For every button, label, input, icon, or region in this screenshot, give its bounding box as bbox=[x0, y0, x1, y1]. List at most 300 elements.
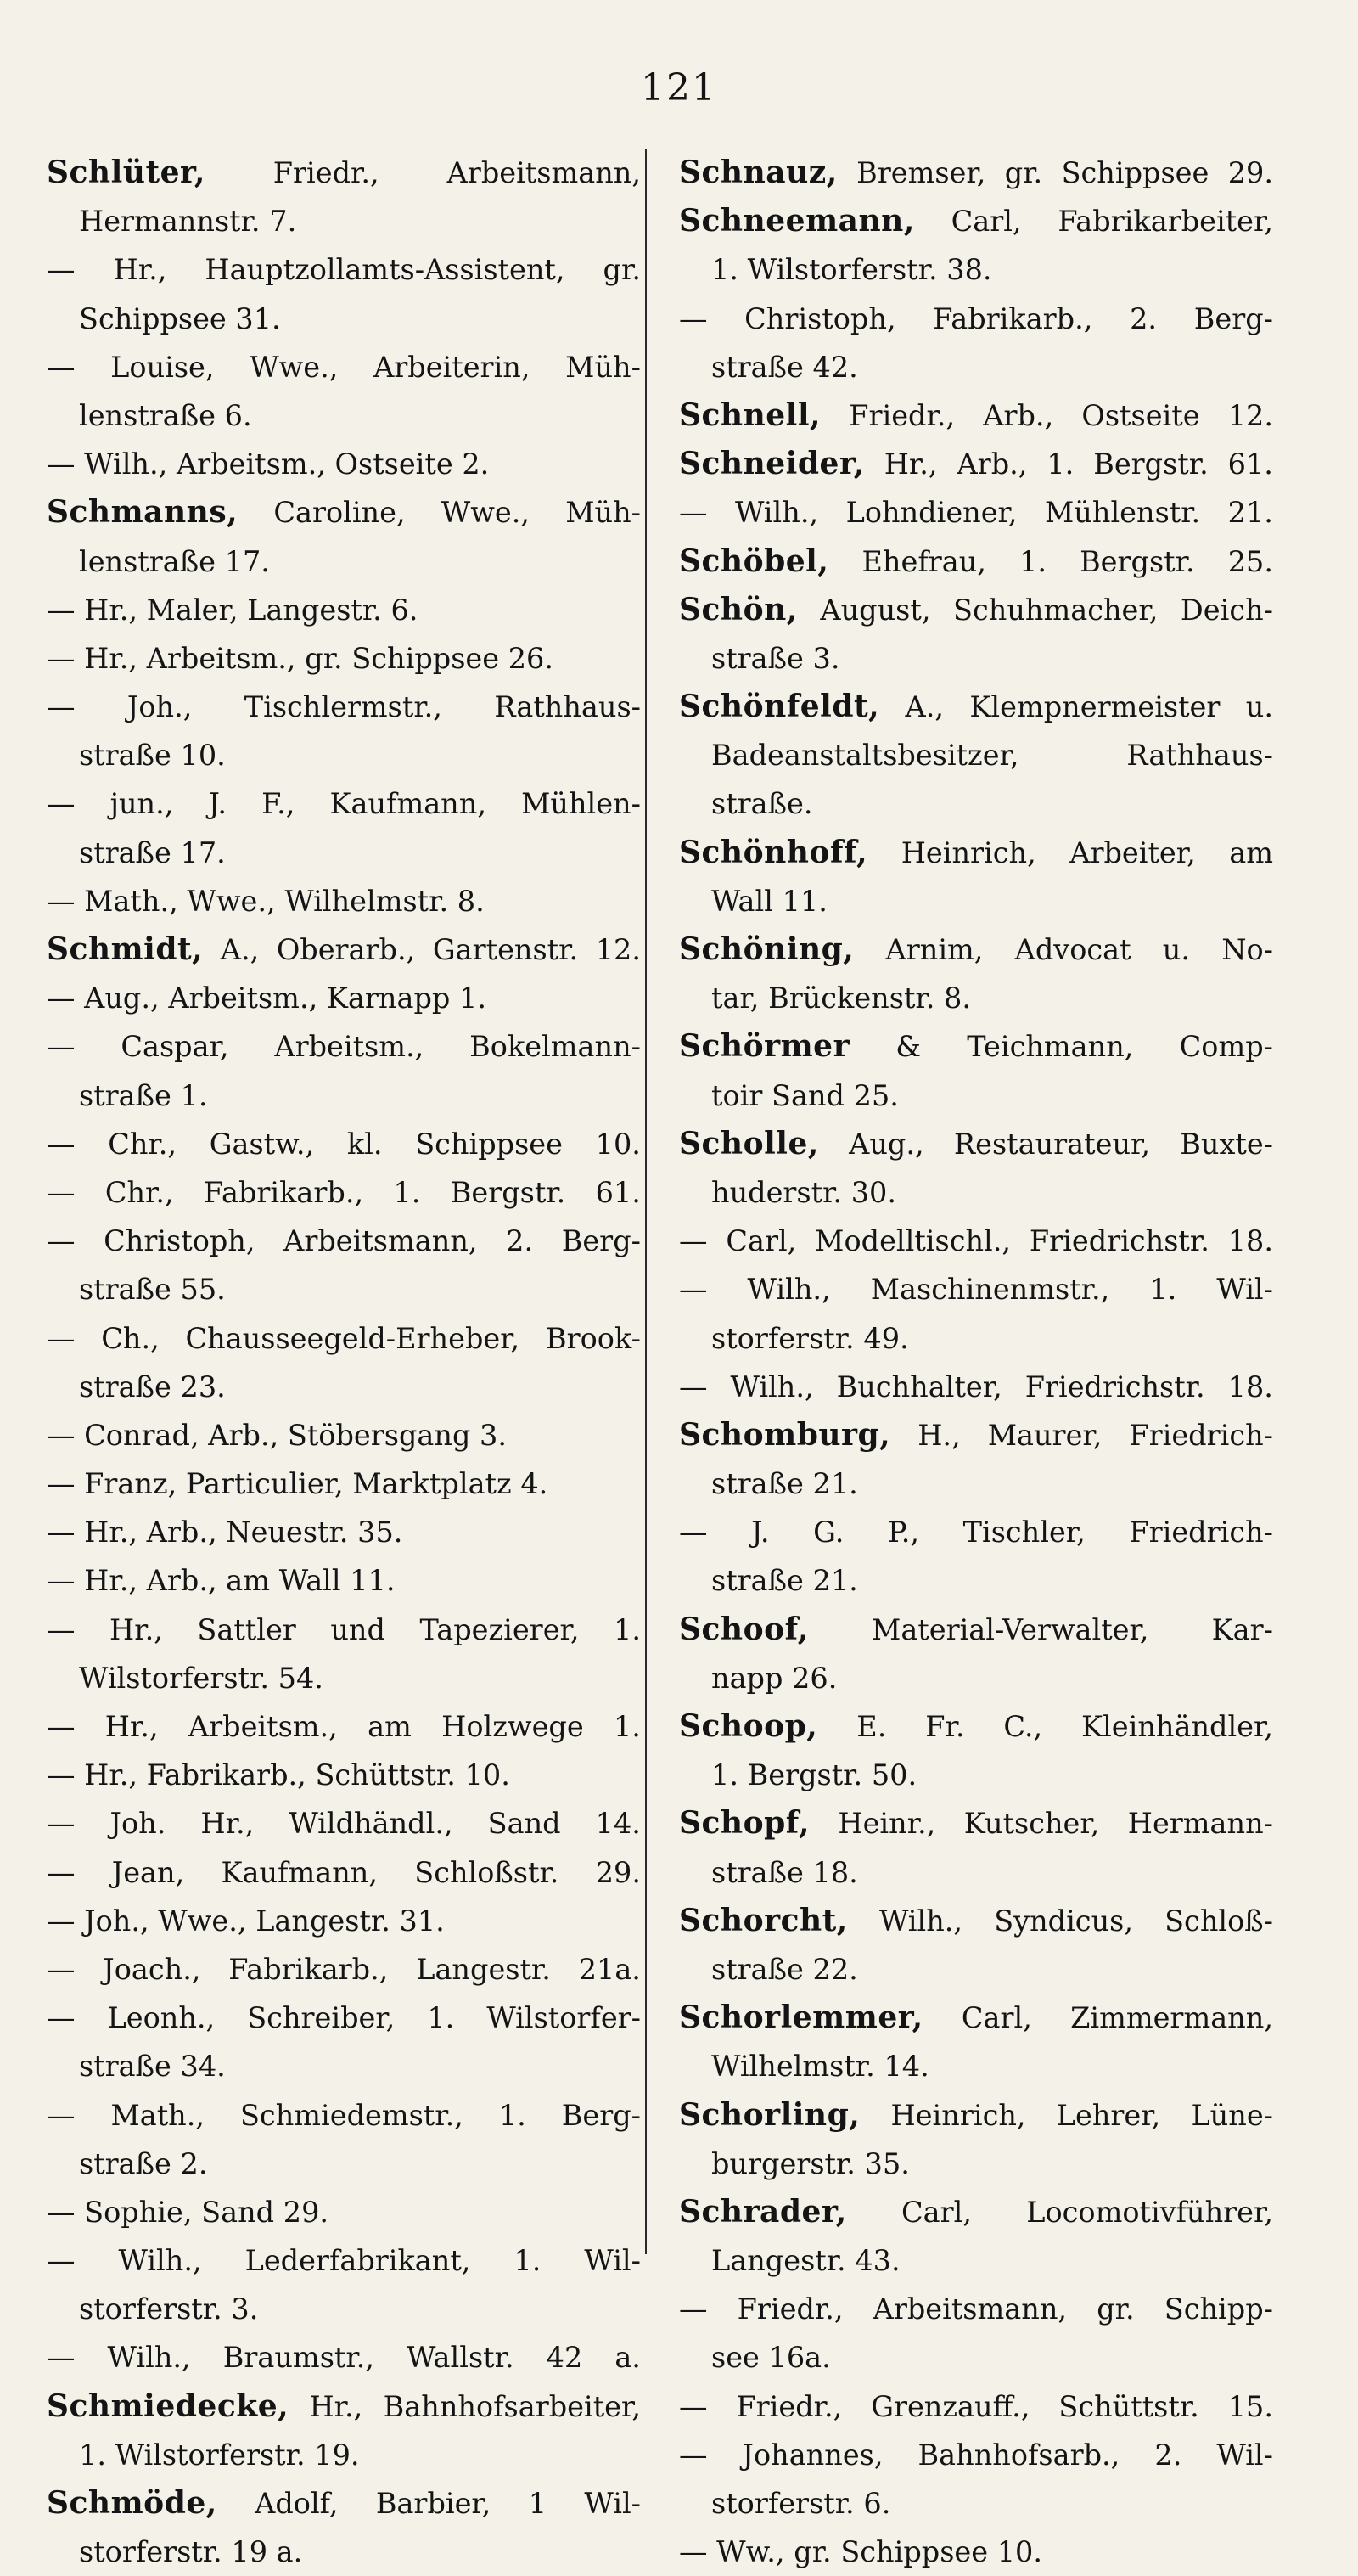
entry-word: 12. bbox=[595, 933, 641, 966]
directory-line bbox=[679, 1606, 1273, 1654]
entry-word: 35. bbox=[357, 1516, 403, 1550]
entry-word: — bbox=[679, 301, 708, 335]
entry-word: gr. bbox=[603, 253, 641, 287]
directory-line bbox=[47, 683, 641, 731]
directory-line bbox=[47, 343, 641, 391]
entry-word: am bbox=[1229, 835, 1273, 869]
entry-word: Tapezierer, bbox=[419, 1612, 580, 1646]
entry-word: Kar- bbox=[1211, 1612, 1273, 1646]
entry-word: 2. bbox=[462, 447, 490, 481]
entry-word: — bbox=[47, 2098, 76, 2132]
entry-word: 1 bbox=[528, 2487, 547, 2520]
entry-word: — bbox=[47, 1855, 76, 1889]
entry-word: Jean, bbox=[111, 1855, 185, 1889]
directory-line bbox=[47, 2140, 641, 2188]
entry-word: straße bbox=[711, 1855, 804, 1889]
entry-word: Arb., bbox=[208, 1418, 279, 1452]
directory-line bbox=[47, 2188, 641, 2236]
entry-surname: Schmidt, bbox=[47, 931, 204, 967]
entry-word: straße. bbox=[711, 787, 813, 821]
entry-word: 38. bbox=[946, 253, 992, 287]
entry-surname: Schopf, bbox=[679, 1805, 811, 1842]
entry-word: straße bbox=[711, 1467, 804, 1501]
entry-word: — bbox=[679, 2292, 708, 2326]
directory-line bbox=[679, 829, 1273, 877]
entry-word: Wallstr. bbox=[407, 2341, 514, 2375]
entry-word: 14. bbox=[884, 2050, 929, 2084]
entry-word: Arbeiter, bbox=[1069, 835, 1196, 869]
entry-word: 22. bbox=[812, 1952, 858, 1986]
entry-word: 3. bbox=[231, 2292, 259, 2326]
entry-word: 8. bbox=[457, 884, 485, 918]
entry-word: 26. bbox=[792, 1661, 838, 1695]
entry-word: 25. bbox=[1227, 544, 1273, 578]
entry-word: Langestr. bbox=[247, 593, 382, 627]
entry-word: — bbox=[47, 2341, 76, 2375]
entry-word: Aug., bbox=[84, 981, 160, 1015]
entry-word: Bergstr. bbox=[1080, 544, 1195, 578]
entry-word: Louise, bbox=[110, 350, 215, 384]
entry-word: storferstr. bbox=[711, 1321, 855, 1355]
entry-word: 10. bbox=[464, 1758, 510, 1792]
directory-line bbox=[679, 1265, 1273, 1313]
entry-word: Schloß- bbox=[1164, 1904, 1273, 1938]
entry-word: — bbox=[47, 1030, 76, 1064]
directory-line bbox=[47, 2333, 641, 2382]
directory-line bbox=[679, 877, 1273, 925]
entry-word: Buxte- bbox=[1180, 1127, 1273, 1161]
entry-word: Math., bbox=[84, 884, 178, 918]
entry-word: Restaurateur, bbox=[953, 1127, 1151, 1161]
entry-word: Schippsee bbox=[1061, 156, 1209, 189]
entry-word: Advocat bbox=[1014, 933, 1131, 966]
entry-word: — bbox=[679, 2389, 708, 2423]
entry-word: Badeanstaltsbesitzer, bbox=[711, 739, 1019, 773]
directory-line bbox=[47, 877, 641, 925]
entry-word: — bbox=[47, 447, 76, 481]
directory-line bbox=[47, 731, 641, 779]
entry-word: 1. bbox=[513, 2244, 542, 2278]
entry-word: — bbox=[47, 1564, 76, 1598]
entry-surname: Schoop, bbox=[679, 1708, 818, 1744]
entry-word: Arbeitsm., bbox=[274, 1030, 424, 1064]
entry-word: napp bbox=[711, 1661, 783, 1695]
entry-word: P., bbox=[887, 1516, 920, 1550]
directory-line bbox=[679, 925, 1273, 974]
entry-word: 18. bbox=[1227, 1370, 1273, 1403]
entry-word: Deich- bbox=[1180, 593, 1273, 627]
entry-word: 42 bbox=[546, 2341, 583, 2375]
entry-word: Friedr., bbox=[272, 156, 379, 189]
entry-word: 2. bbox=[506, 1224, 534, 1258]
directory-line bbox=[679, 2285, 1273, 2333]
entry-word: straße bbox=[711, 1952, 804, 1986]
entry-word: Bokelmann- bbox=[469, 1030, 641, 1064]
entry-word: 14. bbox=[595, 1807, 641, 1841]
entry-word: lenstraße bbox=[79, 398, 216, 432]
directory-line bbox=[679, 2382, 1273, 2431]
entry-word: Comp- bbox=[1179, 1030, 1273, 1064]
entry-word: Rathhaus- bbox=[494, 690, 641, 724]
directory-line bbox=[679, 1120, 1273, 1168]
entry-word: Friedrichstr. bbox=[1029, 1224, 1209, 1258]
entry-word: Hr., bbox=[884, 447, 938, 481]
entry-word: Brook- bbox=[545, 1321, 641, 1355]
entry-word: 15. bbox=[1227, 2389, 1273, 2423]
entry-word: 26. bbox=[508, 641, 554, 675]
directory-line bbox=[47, 2479, 641, 2528]
entry-word: 10. bbox=[595, 1127, 641, 1161]
entry-word: — bbox=[47, 884, 76, 918]
directory-line bbox=[679, 2333, 1273, 2382]
directory-line bbox=[47, 2236, 641, 2285]
entry-word: — bbox=[679, 1516, 708, 1550]
entry-word: Wilh., bbox=[107, 2341, 191, 2375]
entry-word: Wwe., bbox=[187, 884, 276, 918]
entry-word: Teichmann, bbox=[967, 1030, 1134, 1064]
entry-surname: Schneemann, bbox=[679, 203, 915, 239]
entry-word: Wil- bbox=[584, 2487, 641, 2520]
entry-word: 30. bbox=[850, 1175, 897, 1209]
entry-word: E. bbox=[856, 1710, 887, 1743]
entry-word: Ostseite bbox=[334, 447, 453, 481]
entry-word: — bbox=[47, 253, 76, 287]
entry-word: Ostseite bbox=[1081, 398, 1200, 432]
entry-word: a. bbox=[276, 2535, 303, 2569]
entry-word: Tischlermstr., bbox=[244, 690, 442, 724]
entry-word: Wilh., bbox=[878, 1904, 963, 1938]
directory-line bbox=[47, 2091, 641, 2140]
entry-word: Kaufmann, bbox=[221, 1855, 378, 1889]
entry-word: Wwe., bbox=[250, 350, 339, 384]
entry-word: am bbox=[226, 1564, 271, 1598]
entry-word: Mühlen- bbox=[521, 787, 641, 821]
entry-surname: Schorling, bbox=[679, 2096, 861, 2133]
directory-line bbox=[47, 1606, 641, 1654]
entry-word: straße bbox=[79, 2146, 171, 2180]
directory-line bbox=[679, 1168, 1273, 1217]
directory-line bbox=[679, 1363, 1273, 1411]
entry-word: Hr., bbox=[113, 253, 167, 287]
entry-word: straße bbox=[79, 1273, 171, 1307]
entry-surname: Schomburg, bbox=[679, 1416, 891, 1453]
entry-word: straße bbox=[79, 1078, 171, 1112]
entry-word: Carl, bbox=[726, 1224, 797, 1258]
entry-word: Arb., bbox=[957, 447, 1028, 481]
directory-line bbox=[47, 586, 641, 634]
directory-line bbox=[679, 1945, 1273, 1994]
left-column bbox=[47, 149, 641, 2576]
entry-word: C., bbox=[1003, 1710, 1043, 1743]
entry-word: am bbox=[368, 1710, 412, 1743]
directory-line bbox=[47, 1314, 641, 1363]
entry-word: Bahnhofsarb., bbox=[917, 2438, 1120, 2472]
directory-line bbox=[679, 391, 1273, 440]
entry-word: gr. bbox=[305, 641, 343, 675]
entry-word: Sand bbox=[201, 2195, 275, 2229]
entry-word: Wall bbox=[711, 884, 773, 918]
directory-line bbox=[47, 1120, 641, 1168]
entry-word: 16a. bbox=[768, 2341, 831, 2375]
directory-line bbox=[679, 1751, 1273, 1799]
entry-word: 21. bbox=[812, 1467, 858, 1501]
entry-word: Wilh., bbox=[747, 1273, 831, 1307]
entry-word: Ehefrau, bbox=[861, 544, 986, 578]
entry-word: Langestr. bbox=[711, 2244, 846, 2278]
entry-word: 1. bbox=[711, 1758, 738, 1792]
entry-surname: Schmiedecke, bbox=[47, 2388, 289, 2424]
entry-word: Arbeitsmann, bbox=[283, 1224, 478, 1258]
entry-surname: Schöbel, bbox=[679, 543, 829, 579]
entry-word: Adolf, bbox=[255, 2487, 339, 2520]
entry-word: 12. bbox=[1227, 398, 1273, 432]
directory-line bbox=[679, 488, 1273, 537]
entry-word: u. bbox=[1162, 933, 1190, 966]
entry-word: Ch., bbox=[101, 1321, 160, 1355]
entry-word: — bbox=[47, 981, 76, 1015]
directory-line bbox=[47, 1945, 641, 1994]
entry-word: 1. bbox=[614, 1612, 641, 1646]
directory-line bbox=[47, 1556, 641, 1605]
entry-word: Gartenstr. bbox=[432, 933, 579, 966]
directory-line bbox=[47, 779, 641, 828]
entry-word: Heinr., bbox=[838, 1807, 936, 1841]
entry-word: Material-Verwalter, bbox=[872, 1612, 1149, 1646]
entry-word: 6. bbox=[390, 593, 418, 627]
entry-word: Fabrikarb., bbox=[204, 1175, 364, 1209]
directory-line bbox=[679, 2236, 1273, 2285]
entry-word: H., bbox=[917, 1418, 961, 1452]
entry-word: J. bbox=[751, 1516, 770, 1550]
entry-word: 10. bbox=[180, 739, 226, 773]
entry-word: 61. bbox=[595, 1175, 641, 1209]
entry-word: Mühlenstr. bbox=[1045, 496, 1201, 530]
entry-word: Modelltischl., bbox=[815, 1224, 1012, 1258]
entry-word: 49. bbox=[863, 1321, 909, 1355]
entry-word: Wilstorferstr. bbox=[747, 253, 938, 287]
entry-word: 21. bbox=[812, 1564, 858, 1598]
entry-word: — bbox=[47, 1418, 76, 1452]
directory-line bbox=[679, 1799, 1273, 1848]
entry-word: 35. bbox=[864, 2146, 910, 2180]
entry-word: 1. bbox=[613, 1710, 641, 1743]
entry-word: A., bbox=[905, 690, 945, 724]
entry-word: Heinrich, bbox=[890, 2098, 1026, 2132]
entry-word: straße bbox=[79, 2050, 171, 2084]
entry-word: Caspar, bbox=[121, 1030, 229, 1064]
entry-word: 50. bbox=[871, 1758, 917, 1792]
entry-word: 4. bbox=[520, 1467, 548, 1501]
entry-word: 23. bbox=[180, 1370, 226, 1403]
entry-word: 3. bbox=[480, 1418, 508, 1452]
entry-word: Arb., bbox=[146, 1516, 217, 1550]
entry-word: Bahnhofsarbeiter, bbox=[383, 2389, 641, 2423]
directory-line bbox=[47, 295, 641, 343]
entry-word: 29. bbox=[1227, 156, 1273, 189]
entry-word: Heinrich, bbox=[901, 835, 1036, 869]
entry-word: Maler, bbox=[146, 593, 238, 627]
directory-line bbox=[47, 974, 641, 1022]
entry-word: Fabrikarb., bbox=[146, 1758, 306, 1792]
entry-surname: Schoof, bbox=[679, 1611, 809, 1647]
directory-line bbox=[47, 537, 641, 586]
directory-line bbox=[679, 197, 1273, 245]
entry-word: Müh- bbox=[565, 350, 641, 384]
entry-word: — bbox=[679, 1273, 708, 1307]
directory-line bbox=[679, 1071, 1273, 1120]
entry-word: Hr., bbox=[84, 1564, 138, 1598]
entry-word: 2. bbox=[180, 2146, 208, 2180]
directory-line bbox=[47, 488, 641, 537]
directory-line bbox=[679, 779, 1273, 828]
directory-line bbox=[47, 1071, 641, 1120]
entry-surname: Schörmer bbox=[679, 1028, 850, 1065]
entry-word: u. bbox=[1245, 690, 1273, 724]
entry-word: straße bbox=[79, 835, 171, 869]
entry-word: Syndicus, bbox=[994, 1904, 1133, 1938]
entry-word: Carl, bbox=[951, 205, 1022, 239]
directory-line bbox=[47, 2382, 641, 2431]
entry-word: Franz, bbox=[84, 1467, 177, 1501]
directory-line bbox=[679, 245, 1273, 294]
entry-word: Schippsee bbox=[79, 301, 227, 335]
directory-line bbox=[679, 1848, 1273, 1897]
entry-word: — bbox=[679, 1224, 708, 1258]
entry-word: 2. bbox=[1130, 301, 1158, 335]
entry-word: Arnim, bbox=[885, 933, 984, 966]
entry-word: — bbox=[47, 1175, 76, 1209]
entry-word: Joach., bbox=[103, 1952, 201, 1986]
entry-surname: Schorcht, bbox=[679, 1902, 848, 1938]
entry-word: Friedr., bbox=[737, 2292, 844, 2326]
entry-word: 1. bbox=[79, 2438, 106, 2472]
directory-line bbox=[47, 1897, 641, 1945]
entry-word: — bbox=[47, 2244, 76, 2278]
entry-word: straße bbox=[79, 1370, 171, 1403]
entry-word: Berg- bbox=[561, 2098, 641, 2132]
entry-word: Sand bbox=[487, 1807, 561, 1841]
entry-word: — bbox=[47, 1904, 76, 1938]
entry-surname: Schönfeldt, bbox=[679, 689, 880, 725]
directory-line bbox=[47, 1363, 641, 1411]
directory-line bbox=[47, 1217, 641, 1265]
entry-word: — bbox=[47, 1127, 76, 1161]
entry-word: Holzwege bbox=[441, 1710, 584, 1743]
entry-word: Lohndiener, bbox=[845, 496, 1018, 530]
entry-word: Müh- bbox=[565, 496, 641, 530]
entry-word: Conrad, bbox=[84, 1418, 199, 1452]
entry-word: Brückenstr. bbox=[768, 981, 935, 1015]
entry-word: 19. bbox=[314, 2438, 360, 2472]
entry-surname: Scholle, bbox=[679, 1125, 819, 1161]
right-column bbox=[679, 149, 1273, 2576]
directory-line bbox=[679, 295, 1273, 343]
entry-word: Fabrikarb., bbox=[228, 1952, 389, 1986]
entry-word: Wil- bbox=[1216, 1273, 1273, 1307]
entry-word: Wilstorferstr. bbox=[79, 1661, 269, 1695]
directory-line bbox=[679, 1217, 1273, 1265]
directory-line bbox=[47, 1460, 641, 1508]
entry-word: Arbeitsmann, bbox=[446, 156, 641, 189]
directory-line bbox=[679, 440, 1273, 488]
entry-word: Hr., bbox=[109, 1612, 163, 1646]
directory-line bbox=[679, 343, 1273, 391]
entry-surname: Schrader, bbox=[679, 2193, 847, 2230]
entry-word: 1. bbox=[711, 253, 738, 287]
entry-surname: Schön, bbox=[679, 591, 798, 627]
entry-word: Wall bbox=[278, 1564, 341, 1598]
entry-word: jun., bbox=[109, 787, 174, 821]
entry-word: — bbox=[679, 2535, 708, 2569]
entry-word: Friedrichstr. bbox=[1024, 1370, 1205, 1403]
entry-word: Chr., bbox=[108, 1127, 177, 1161]
entry-word: Johannes, bbox=[742, 2438, 884, 2472]
entry-word: Wilh., bbox=[118, 2244, 202, 2278]
directory-line bbox=[47, 1799, 641, 1848]
entry-word: Schuhmacher, bbox=[953, 593, 1159, 627]
entry-word: Lederfabrikant, bbox=[244, 2244, 471, 2278]
entry-word: — bbox=[47, 1952, 76, 1986]
entry-word: straße bbox=[79, 739, 171, 773]
entry-word: gr. bbox=[1004, 156, 1043, 189]
entry-word: Wilh., bbox=[84, 447, 168, 481]
entry-word: 42. bbox=[812, 350, 858, 384]
entry-word: Marktplatz bbox=[352, 1467, 512, 1501]
entry-word: a. bbox=[614, 2341, 641, 2375]
entry-word: 18. bbox=[812, 1855, 858, 1889]
entry-word: Schloßstr. bbox=[414, 1855, 559, 1889]
entry-word: — bbox=[47, 1612, 76, 1646]
directory-line bbox=[679, 1702, 1273, 1751]
entry-word: tar, bbox=[711, 981, 760, 1015]
entry-word: — bbox=[47, 1321, 76, 1355]
entry-word: Sophie, bbox=[84, 2195, 193, 2229]
entry-word: Langestr. bbox=[255, 1904, 390, 1938]
directory-line bbox=[679, 1654, 1273, 1702]
directory-line bbox=[47, 245, 641, 294]
entry-word: Particulier, bbox=[185, 1467, 344, 1501]
entry-word: Friedr., bbox=[736, 2389, 843, 2423]
entry-word: & bbox=[895, 1030, 922, 1064]
directory-line bbox=[679, 2091, 1273, 2140]
entry-word: Wil- bbox=[1216, 2438, 1273, 2472]
entry-word: Arbeiterin, bbox=[373, 350, 530, 384]
entry-word: 55. bbox=[180, 1273, 226, 1307]
entry-word: Hr., bbox=[84, 1516, 138, 1550]
entry-word: Lehrer, bbox=[1056, 2098, 1161, 2132]
entry-word: Maurer, bbox=[987, 1418, 1103, 1452]
entry-surname: Schönhoff, bbox=[679, 834, 868, 870]
directory-line bbox=[47, 391, 641, 440]
entry-word: Langestr. bbox=[416, 1952, 551, 1986]
entry-word: und bbox=[330, 1612, 385, 1646]
entry-word: 29. bbox=[595, 1855, 641, 1889]
entry-surname: Schmöde, bbox=[47, 2485, 217, 2521]
entry-word: 7. bbox=[269, 205, 297, 239]
entry-word: 8. bbox=[944, 981, 972, 1015]
directory-line bbox=[679, 731, 1273, 779]
entry-word: — bbox=[47, 1467, 76, 1501]
entry-word: Wwe., bbox=[158, 1904, 247, 1938]
entry-surname: Schorlemmer, bbox=[679, 1999, 923, 2036]
entry-word: Hermann- bbox=[1127, 1807, 1273, 1841]
directory-line bbox=[679, 683, 1273, 731]
entry-word: Wwe., bbox=[441, 496, 530, 530]
entry-word: Schippsee bbox=[415, 1127, 563, 1161]
entry-word: Rathhaus- bbox=[1126, 739, 1273, 773]
entry-surname: Schnauz, bbox=[679, 155, 838, 190]
directory-line bbox=[679, 2042, 1273, 2090]
